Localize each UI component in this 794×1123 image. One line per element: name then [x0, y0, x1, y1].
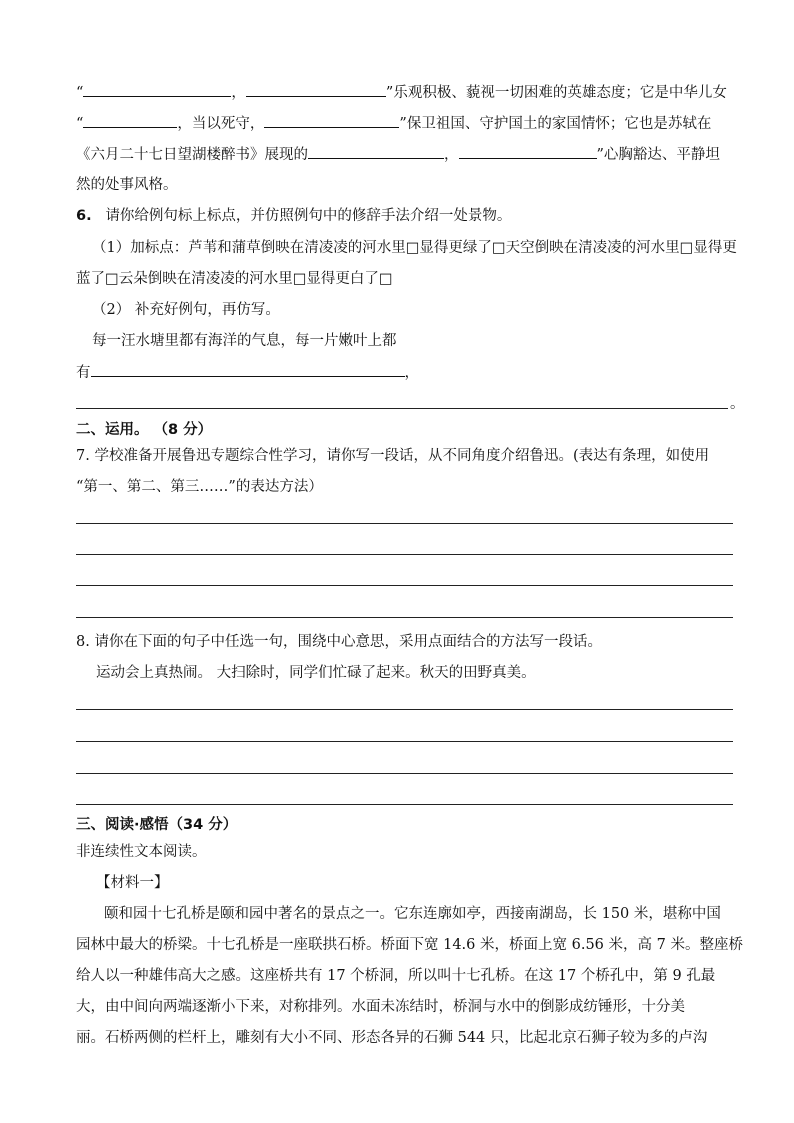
- question-6-part1-line2: 蓝了□云朵倒映在清凌凌的河水里□显得更白了□: [76, 271, 393, 287]
- paragraph-line: 丽。石桥两侧的栏杆上，雕刻有大小不同、形态各异的石狮 544 只，比起北京石狮子较为多的卢沟: [76, 1030, 708, 1046]
- fill-line-3: [76, 144, 720, 165]
- answer-blank[interactable]: [246, 82, 386, 97]
- question-6-part2: （2） 补充好例句，再仿写。: [92, 302, 280, 318]
- question-text: 请你给例句标上标点，并仿照例句中的修辞手法介绍一处景物。: [105, 208, 512, 224]
- answer-blank[interactable]: [459, 144, 597, 159]
- section-3-heading: 三、阅读·感悟（34 分）: [76, 817, 238, 833]
- answer-line[interactable]: [76, 554, 733, 555]
- period: 。: [730, 396, 745, 412]
- answer-line[interactable]: [76, 804, 733, 805]
- question-6-fill: [76, 362, 419, 383]
- line-text: ”乐观积极、藐视一切困难的英雄态度；它是中华儿女: [385, 85, 727, 101]
- answer-blank[interactable]: [83, 82, 231, 97]
- line-text: 《六月二十七日望湖楼醉书》展现的: [76, 147, 308, 163]
- answer-line[interactable]: [76, 773, 733, 774]
- line-text: 然的处事风格。: [76, 177, 178, 193]
- section-2-heading: 二、运用。 （8 分）: [76, 422, 213, 438]
- answer-line[interactable]: [76, 408, 728, 409]
- paragraph-line: 大，由中间向两端逐渐小下来，对称排列。水面未冻结时，桥洞与水中的倒影成纺锤形，十分美: [76, 999, 685, 1015]
- answer-blank[interactable]: [91, 362, 405, 377]
- answer-line[interactable]: [76, 709, 733, 710]
- line-text: ”心胸豁达、平静坦: [596, 147, 720, 163]
- answer-line[interactable]: [76, 585, 733, 586]
- paragraph-line: 给人以一种雄伟高大之感。这座桥共有 17 个桥洞，所以叫十七孔桥。在这 17 个桥孔中，第 9 孔最: [76, 968, 716, 984]
- question-6-part1-line1: （1）加标点：芦苇和蒲草倒映在清凌凌的河水里□显得更绿了□天空倒映在清凌凌的河水里□显得更: [92, 240, 737, 256]
- question-8-prompts: 运动会上真热闹。 大扫除时，同学们忙碌了起来。秋天的田野真美。: [96, 665, 536, 681]
- material-label: 【材料一】: [96, 875, 169, 891]
- answer-line[interactable]: [76, 617, 733, 618]
- quote-open: “: [76, 85, 84, 101]
- line-text: ”保卫祖国、守护国土的家国情怀；它也是苏轼在: [399, 116, 712, 132]
- answer-line[interactable]: [76, 523, 733, 524]
- question-6-example: 每一汪水塘里都有海洋的气息，每一片嫩叶上都: [92, 333, 397, 349]
- question-8-line1: 8. 请你在下面的句子中任选一句，围绕中心意思，采用点面结合的方法写一段话。: [76, 634, 602, 650]
- answer-line[interactable]: [76, 741, 733, 742]
- question-7-line2: “第一、第二、第三……”的表达方法）: [76, 479, 323, 495]
- line-text: 有: [76, 365, 91, 381]
- paragraph-line: 颐和园十七孔桥是颐和园中著名的景点之一。它东连廓如亭，西接南湖岛，长 150 米，堪称中国: [104, 906, 721, 922]
- line-text: ，当以死守，: [177, 116, 265, 132]
- fill-line-2: [76, 113, 711, 134]
- question-7-line1: 7. 学校准备开展鲁迅专题综合性学习，请你写一段话，从不同角度介绍鲁迅。(表达有条理，如使用: [76, 448, 710, 464]
- comma: ，: [404, 365, 419, 381]
- quote-open: “: [76, 116, 84, 132]
- answer-blank[interactable]: [264, 113, 399, 128]
- comma: ，: [231, 85, 246, 101]
- comma: ，: [444, 147, 459, 163]
- paragraph-line: 园林中最大的桥梁。十七孔桥是一座联拱石桥。桥面下宽 14.6 米，桥面上宽 6.56 米，高 7 米。整座桥: [76, 937, 743, 953]
- question-6-title: [76, 206, 511, 226]
- question-number: 6.: [76, 208, 92, 224]
- answer-blank[interactable]: [83, 113, 177, 128]
- section-3-subtitle: 非连续性文本阅读。: [76, 844, 207, 860]
- fill-line-1: [76, 82, 727, 103]
- answer-blank[interactable]: [308, 144, 444, 159]
